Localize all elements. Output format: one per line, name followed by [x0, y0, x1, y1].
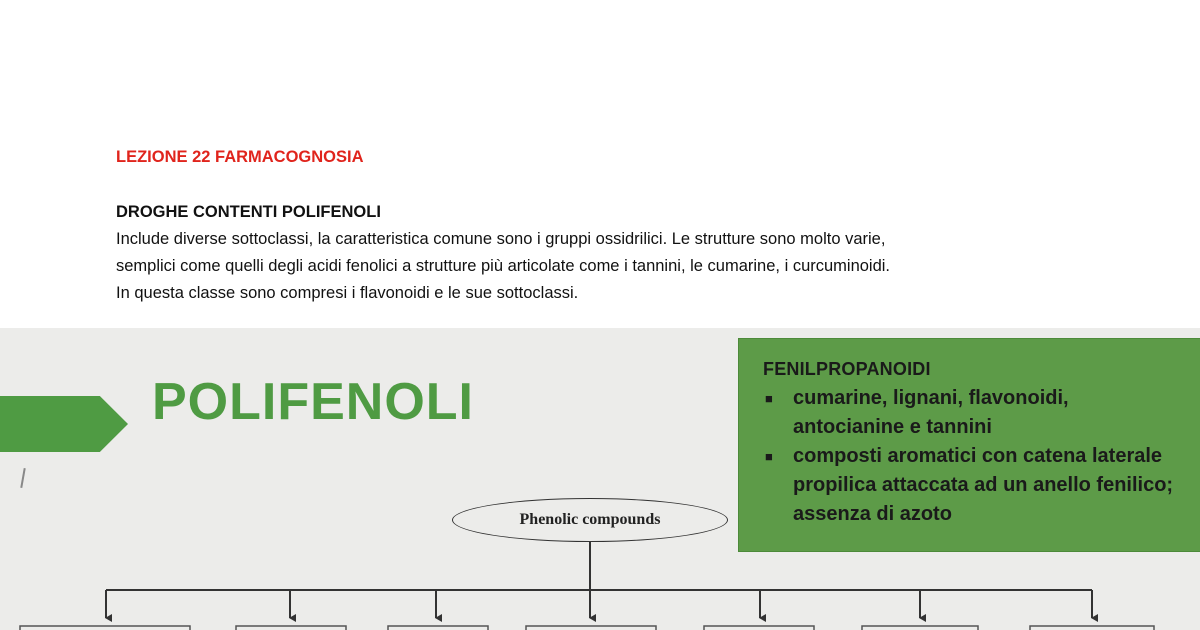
- bullet-line: antocianine e tannini: [793, 416, 992, 438]
- child-box: [526, 626, 656, 630]
- paragraph-line: Include diverse sottoclassi, la caratteristica comune sono i gruppi ossidrilici. Le strutture sono molto varie,: [116, 230, 886, 248]
- lesson-title: LEZIONE 22 FARMACOGNOSIA: [116, 148, 364, 166]
- bullet-line: cumarine, lignani, flavonoidi,: [793, 387, 1069, 409]
- child-box: [1030, 626, 1154, 630]
- child-box: [388, 626, 488, 630]
- box-heading: FENILPROPANOIDI: [763, 359, 931, 379]
- intro-paragraph: [116, 226, 1116, 307]
- child-box: [704, 626, 814, 630]
- section-heading: DROGHE CONTENTI POLIFENOLI: [116, 203, 381, 221]
- slide-image: [0, 328, 1200, 630]
- bullet-line: assenza di azoto: [793, 503, 952, 525]
- paragraph-line: In questa classe sono compresi i flavonoidi e le sue sottoclassi.: [116, 284, 579, 302]
- paragraph-line: semplici come quelli degli acidi fenolici a strutture più articolate come i tannini, le cumarine, i curcuminoidi.: [116, 257, 891, 275]
- node-label: Phenolic compounds: [519, 511, 661, 528]
- phenolic-compounds-node: [452, 498, 728, 542]
- slide-title: POLIFENOLI: [152, 373, 474, 431]
- bullet-line: composti aromatici con catena laterale: [793, 445, 1163, 467]
- bullet-line: propilica attaccata ad un anello fenilico;: [793, 474, 1174, 496]
- child-box: [20, 626, 190, 630]
- child-box: [862, 626, 978, 630]
- square-bullet-icon: ■: [765, 391, 773, 406]
- child-box: [236, 626, 346, 630]
- tree-connectors: [0, 328, 1200, 630]
- square-bullet-icon: ■: [765, 449, 773, 464]
